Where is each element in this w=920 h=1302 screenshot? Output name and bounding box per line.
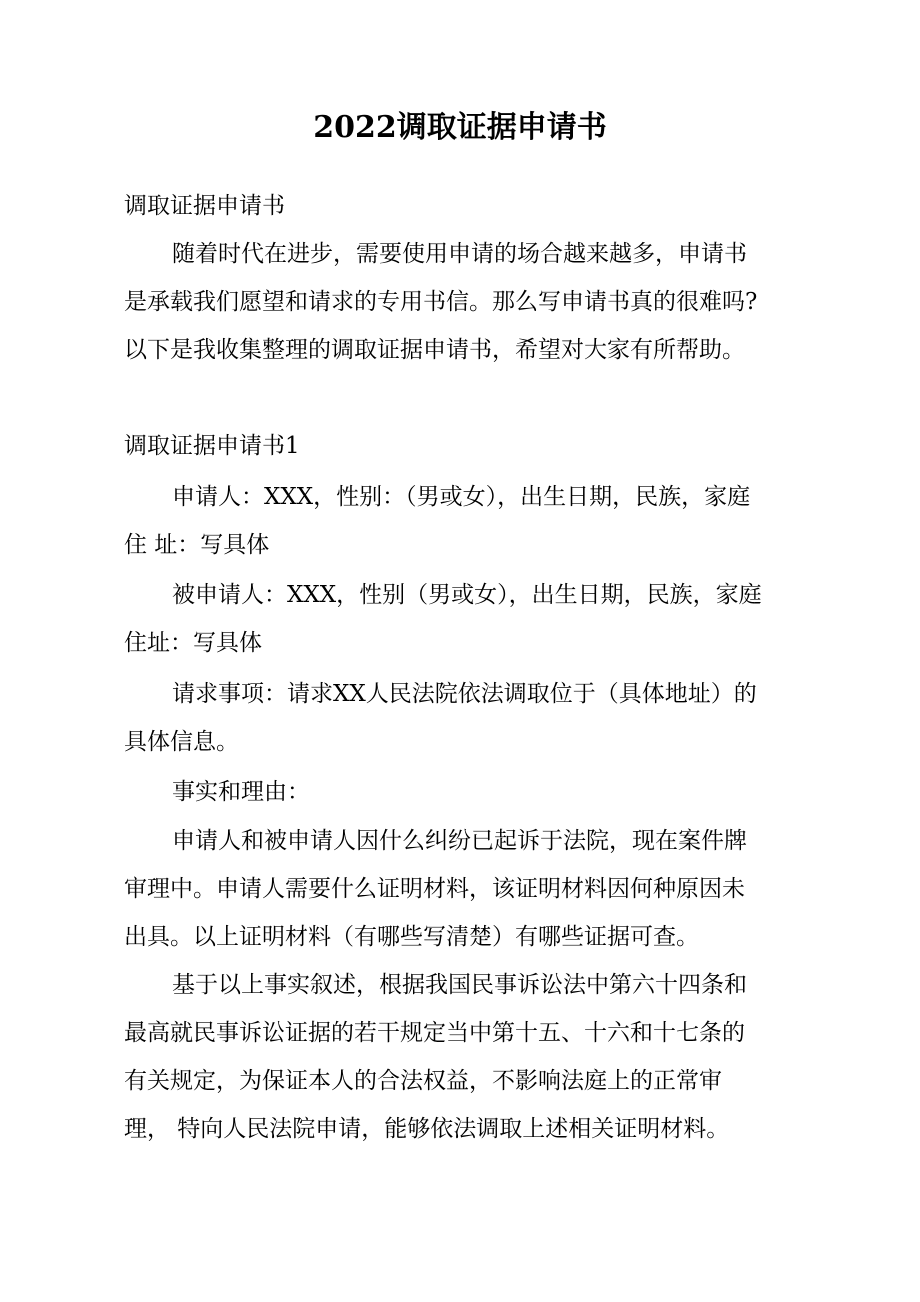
basis-line-2: 最高就民事诉讼证据的若干规定当中第十五、十六和十七条的 <box>124 1020 745 1046</box>
document-title: 2022调取证据申请书 <box>313 110 607 145</box>
applicant-line-2: 住 址：写具体 <box>124 532 270 558</box>
basis-line-3: 有关规定，为保证本人的合法权益，不影响法庭上的正常审 <box>124 1068 722 1094</box>
respondent-line-1: 被申请人：XXX，性别（男或女），出生日期，民族，家庭 <box>172 582 762 608</box>
basis-line-4: 理， 特向人民法院申请，能够依法调取上述相关证明材料。 <box>124 1116 730 1142</box>
intro-line-2: 是承载我们愿望和请求的专用书信。那么写申请书真的很难吗? <box>124 289 758 315</box>
applicant-line-1: 申请人：XXX，性别：（男或女），出生日期，民族，家庭 <box>172 484 751 510</box>
facts-label: 事实和理由： <box>172 779 310 805</box>
facts-line-2: 审理中。申请人需要什么证明材料，该证明材料因何种原因未 <box>124 876 745 902</box>
basis-line-1: 基于以上事实叙述，根据我国民事诉讼法中第六十四条和 <box>172 972 747 998</box>
respondent-line-2: 住址：写具体 <box>124 630 262 656</box>
facts-line-1: 申请人和被申请人因什么纠纷已起诉于法院，现在案件牌 <box>172 828 747 854</box>
intro-line-3: 以下是我收集整理的调取证据申请书，希望对大家有所帮助。 <box>124 337 745 363</box>
section-title: 调取证据申请书1 <box>124 433 300 459</box>
facts-line-3: 出具。以上证明材料（有哪些写清楚）有哪些证据可查。 <box>124 924 699 950</box>
document-heading: 调取证据申请书 <box>124 193 285 219</box>
intro-line-1: 随着时代在进步，需要使用申请的场合越来越多，申请书 <box>172 241 747 267</box>
request-line-1: 请求事项：请求XX人民法院依法调取位于（具体地址）的 <box>172 681 757 707</box>
request-line-2: 具体信息。 <box>124 729 239 755</box>
